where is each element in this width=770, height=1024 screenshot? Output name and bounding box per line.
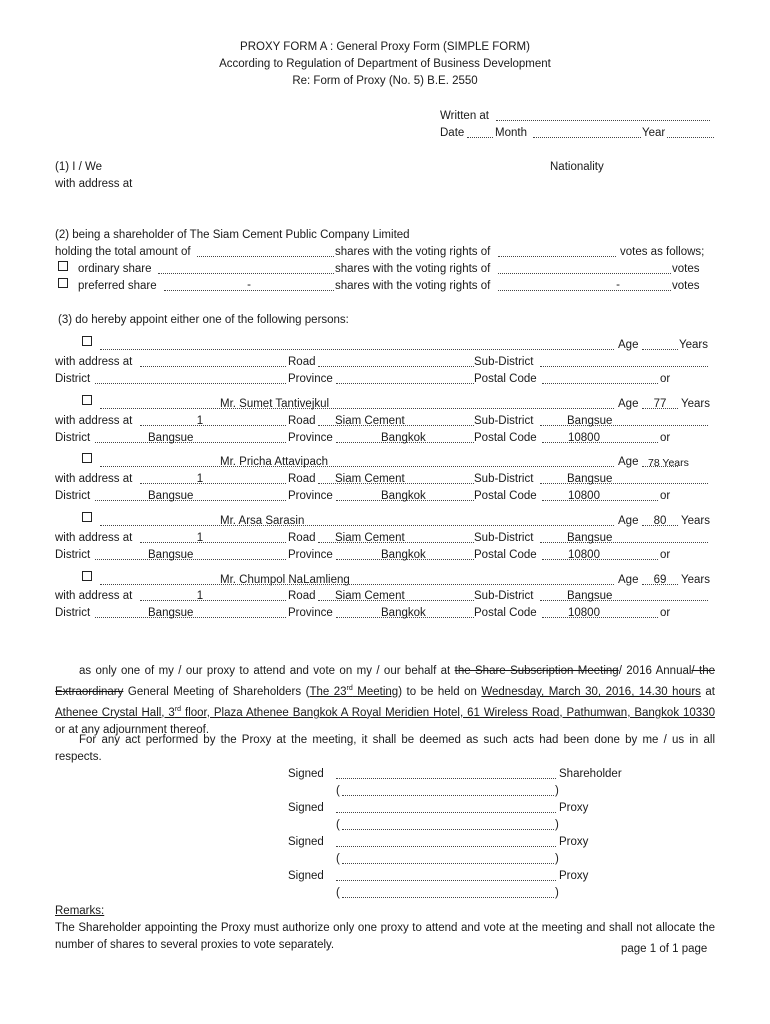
ordinary-votes-label: votes <box>672 263 700 275</box>
proxy-role: Proxy <box>559 802 589 814</box>
proxy-signature-field-2[interactable] <box>336 846 556 847</box>
paren-close: ) <box>555 785 559 797</box>
province-label: Province <box>288 490 333 502</box>
subdistrict-label: Sub-District <box>474 590 534 602</box>
proxy-3-checkbox[interactable] <box>82 512 92 522</box>
proxy-4-postal: 10800 <box>568 607 600 619</box>
preferred-votes-label: votes <box>672 280 700 292</box>
province-label: Province <box>288 607 333 619</box>
paren-open: ( <box>336 819 340 831</box>
shareholder-name-field[interactable] <box>342 795 554 796</box>
proxy-3-district: Bangsue <box>148 549 194 561</box>
proxy-1-checkbox[interactable] <box>82 395 92 405</box>
proxy-3-postal: 10800 <box>568 549 600 561</box>
meeting-venue <box>55 707 715 719</box>
preferred-voting-value: - <box>616 279 620 291</box>
road-label: Road <box>288 590 316 602</box>
with-address-label: with address at <box>55 356 133 368</box>
form-regulation: According to Regulation of Department of Business Development <box>219 58 551 70</box>
date-label: Date <box>440 127 465 139</box>
proxy-1-postal-line <box>542 442 658 443</box>
with-address-label: with address at <box>55 590 133 602</box>
proxy-signature-field-3[interactable] <box>336 880 556 881</box>
proxy-2-province: Bangkok <box>381 490 426 502</box>
subdistrict-label: Sub-District <box>474 473 534 485</box>
meeting-number-sup: rd <box>346 685 353 692</box>
meeting-strike-2: / the Extraordinary <box>55 665 715 698</box>
proxy-blank-checkbox[interactable] <box>82 336 92 346</box>
proxy-3-age: 80 <box>653 515 667 527</box>
proxy-4-years: Years <box>681 574 710 586</box>
proxy-blank-subdistrict-field[interactable] <box>540 366 708 367</box>
holding-field[interactable] <box>197 256 334 257</box>
proxy-name-field-2[interactable] <box>342 863 554 864</box>
proxy-blank-name-field[interactable] <box>100 349 614 350</box>
written-at-label: Written at <box>440 110 489 122</box>
meeting-venue-text: Athenee Crystal Hall, 3 <box>55 706 175 719</box>
or-label: or <box>660 490 671 502</box>
district-label: District <box>55 607 91 619</box>
meeting-text-f: or at any adjournment thereof. <box>55 723 210 736</box>
preferred-share-label: preferred share <box>78 280 157 292</box>
proxy-1-address: 1 <box>196 415 204 427</box>
proxy-1-years: Years <box>681 398 710 410</box>
proxy-4-address: 1 <box>196 590 204 602</box>
proxy-4-age: 69 <box>653 574 667 586</box>
meeting-text-a: as only one of my / our proxy to attend and vote on my / our behalf at <box>79 665 455 677</box>
meeting-text-e: at <box>700 685 715 698</box>
preferred-share-value: - <box>247 279 251 291</box>
district-label: District <box>55 373 91 385</box>
meeting-number-text-b: Meeting <box>352 685 399 698</box>
with-address-label: with address at <box>55 532 133 544</box>
remarks-title: Remarks: <box>55 905 105 917</box>
proxy-3-subdistrict-line <box>540 542 708 543</box>
meeting-text-c: General Meeting of Shareholders ( <box>123 685 310 698</box>
postal-code-label: Postal Code <box>474 490 537 502</box>
road-label: Road <box>288 356 316 368</box>
shareholder-role: Shareholder <box>559 768 622 780</box>
proxy-2-road: Siam Cement <box>335 473 405 485</box>
preferred-share-checkbox[interactable] <box>58 278 68 288</box>
signed-label: Signed <box>288 836 324 848</box>
road-label: Road <box>288 415 316 427</box>
age-label: Age <box>618 456 639 468</box>
age-label: Age <box>618 339 639 351</box>
years-label: Years <box>679 339 708 351</box>
or-label: or <box>660 373 671 385</box>
meeting-strike-1: the Share Subscription Meeting <box>454 665 619 677</box>
proxy-name-field-1[interactable] <box>342 829 554 830</box>
month-field[interactable] <box>533 137 641 138</box>
subdistrict-label: Sub-District <box>474 356 534 368</box>
subdistrict-label: Sub-District <box>474 532 534 544</box>
proxy-blank-road-field[interactable] <box>318 366 474 367</box>
signed-label: Signed <box>288 768 324 780</box>
form-reference: Re: Form of Proxy (No. 5) B.E. 2550 <box>292 75 478 87</box>
proxy-3-subdistrict: Bangsue <box>567 532 613 544</box>
voting-rights-label: shares with the voting rights of <box>335 246 491 258</box>
proxy-blank-age-field[interactable] <box>642 349 678 350</box>
proxy-2-subdistrict: Bangsue <box>567 473 613 485</box>
ordinary-voting-field[interactable] <box>498 273 671 274</box>
paren-open: ( <box>336 887 340 899</box>
month-label: Month <box>495 127 527 139</box>
proxy-4-postal-line <box>542 617 658 618</box>
proxy-1-province: Bangkok <box>381 432 426 444</box>
proxy-blank-address-field[interactable] <box>140 366 286 367</box>
paren-close: ) <box>555 853 559 865</box>
province-label: Province <box>288 373 333 385</box>
proxy-4-subdistrict-line <box>540 600 708 601</box>
section3-label: (3) do hereby appoint either one of the following persons: <box>58 314 349 326</box>
age-label: Age <box>618 515 639 527</box>
postal-code-label: Postal Code <box>474 432 537 444</box>
postal-code-label: Postal Code <box>474 373 537 385</box>
proxy-1-age: 77 <box>653 398 667 410</box>
meeting-text-b: / 2016 Annual <box>618 665 692 677</box>
road-label: Road <box>288 473 316 485</box>
district-label: District <box>55 432 91 444</box>
postal-code-label: Postal Code <box>474 549 537 561</box>
age-label: Age <box>618 398 639 410</box>
province-label: Province <box>288 549 333 561</box>
ordinary-share-field[interactable] <box>158 273 334 274</box>
proxy-2-name-line <box>100 466 614 467</box>
proxy-2-postal-line <box>542 500 658 501</box>
signed-label: Signed <box>288 802 324 814</box>
proxy-3-road: Siam Cement <box>335 532 405 544</box>
proxy-2-postal: 10800 <box>568 490 600 502</box>
proxy-3-years: Years <box>681 515 710 527</box>
with-address-label: with address at <box>55 473 133 485</box>
proxy-3-province: Bangkok <box>381 549 426 561</box>
proxy-name-field-3[interactable] <box>342 897 554 898</box>
proxy-4-checkbox[interactable] <box>82 571 92 581</box>
meeting-venue-sup: rd <box>174 705 182 713</box>
proxy-4-subdistrict: Bangsue <box>567 590 613 602</box>
proxy-2-address: 1 <box>196 473 204 485</box>
shareholder-signature-field[interactable] <box>336 778 556 779</box>
date-field[interactable] <box>467 137 493 138</box>
paren-close: ) <box>555 887 559 899</box>
ordinary-voting-label: shares with the voting rights of <box>335 263 491 275</box>
proxy-1-subdistrict-line <box>540 425 708 426</box>
proxy-1-subdistrict: Bangsue <box>567 415 613 427</box>
meeting-paragraph <box>55 663 715 739</box>
holding-label: holding the total amount of <box>55 246 191 258</box>
proxy-1-name: Mr. Sumet Tantivejkul <box>220 398 330 410</box>
proxy-1-district: Bangsue <box>148 432 194 444</box>
proxy-2-name: Mr. Pricha Attavipach <box>220 456 329 468</box>
written-at-field[interactable] <box>496 120 710 121</box>
address-label: with address at <box>55 178 133 190</box>
paren-open: ( <box>336 853 340 865</box>
proxy-2-age: 78 Years <box>648 457 689 469</box>
proxy-2-subdistrict-line <box>540 483 708 484</box>
ordinary-share-checkbox[interactable] <box>58 261 68 271</box>
proxy-3-name-line <box>100 525 614 526</box>
with-address-label: with address at <box>55 415 133 427</box>
acts-paragraph: For any act performed by the Proxy at the meeting, it shall be deemed as such acts had been done by me / us in all respects. <box>55 734 715 763</box>
proxy-4-district: Bangsue <box>148 607 194 619</box>
ordinary-share-label: ordinary share <box>78 263 152 275</box>
proxy-role: Proxy <box>559 836 589 848</box>
proxy-blank-district-field[interactable] <box>95 383 286 384</box>
paren-close: ) <box>555 819 559 831</box>
district-label: District <box>55 490 91 502</box>
section1-label: (1) I / We <box>55 161 103 173</box>
preferred-voting-label: shares with the voting rights of <box>335 280 491 292</box>
proxy-4-province: Bangkok <box>381 607 426 619</box>
age-label: Age <box>618 574 639 586</box>
province-label: Province <box>288 432 333 444</box>
road-label: Road <box>288 532 316 544</box>
proxy-blank-province-field[interactable] <box>336 383 474 384</box>
or-label: or <box>660 607 671 619</box>
proxy-4-road: Siam Cement <box>335 590 405 602</box>
proxy-signature-field-1[interactable] <box>336 812 556 813</box>
meeting-text-d: ) to be held on <box>398 685 482 698</box>
nationality-label: Nationality <box>550 161 604 173</box>
meeting-number-text: The 23 <box>309 685 347 698</box>
district-label: District <box>55 549 91 561</box>
proxy-3-name: Mr. Arsa Sarasin <box>220 515 305 527</box>
section2-label: (2) being a shareholder of The Siam Cement Public Company Limited <box>55 229 410 241</box>
paren-open: ( <box>336 785 340 797</box>
proxy-3-postal-line <box>542 559 658 560</box>
or-label: or <box>660 432 671 444</box>
proxy-2-checkbox[interactable] <box>82 453 92 463</box>
proxy-1-name-line <box>100 408 614 409</box>
or-label: or <box>660 549 671 561</box>
proxy-2-district: Bangsue <box>148 490 194 502</box>
form-title: PROXY FORM A : General Proxy Form (SIMPLE FORM) <box>240 41 530 53</box>
proxy-3-address: 1 <box>196 532 204 544</box>
proxy-1-postal: 10800 <box>568 432 600 444</box>
year-field[interactable] <box>667 137 714 138</box>
proxy-4-name-line <box>100 584 614 585</box>
meeting-date: Wednesday, March 30, 2016, 14.30 hours <box>481 685 701 698</box>
meeting-venue-text-b: floor, Plaza Athenee Bangkok A Royal Meridien Hotel, 61 Wireless Road, Pathumwan, Bangkok 10330 <box>181 706 715 719</box>
postal-code-label: Postal Code <box>474 607 537 619</box>
proxy-4-name: Mr. Chumpol NaLamlieng <box>220 574 350 586</box>
page-number: page 1 of 1 page <box>621 943 708 955</box>
signed-label: Signed <box>288 870 324 882</box>
subdistrict-label: Sub-District <box>474 415 534 427</box>
proxy-role: Proxy <box>559 870 589 882</box>
meeting-number <box>309 686 398 698</box>
voting-rights-field[interactable] <box>498 256 616 257</box>
proxy-1-road: Siam Cement <box>335 415 405 427</box>
year-label: Year <box>642 127 666 139</box>
votes-as-follows-label: votes as follows; <box>620 246 705 258</box>
proxy-blank-postal-field[interactable] <box>542 383 658 384</box>
remarks-text: The Shareholder appointing the Proxy must authorize only one proxy to attend and vote at the meeting and shall not allocate the number of shares to several proxies to vote separately. <box>55 922 715 951</box>
